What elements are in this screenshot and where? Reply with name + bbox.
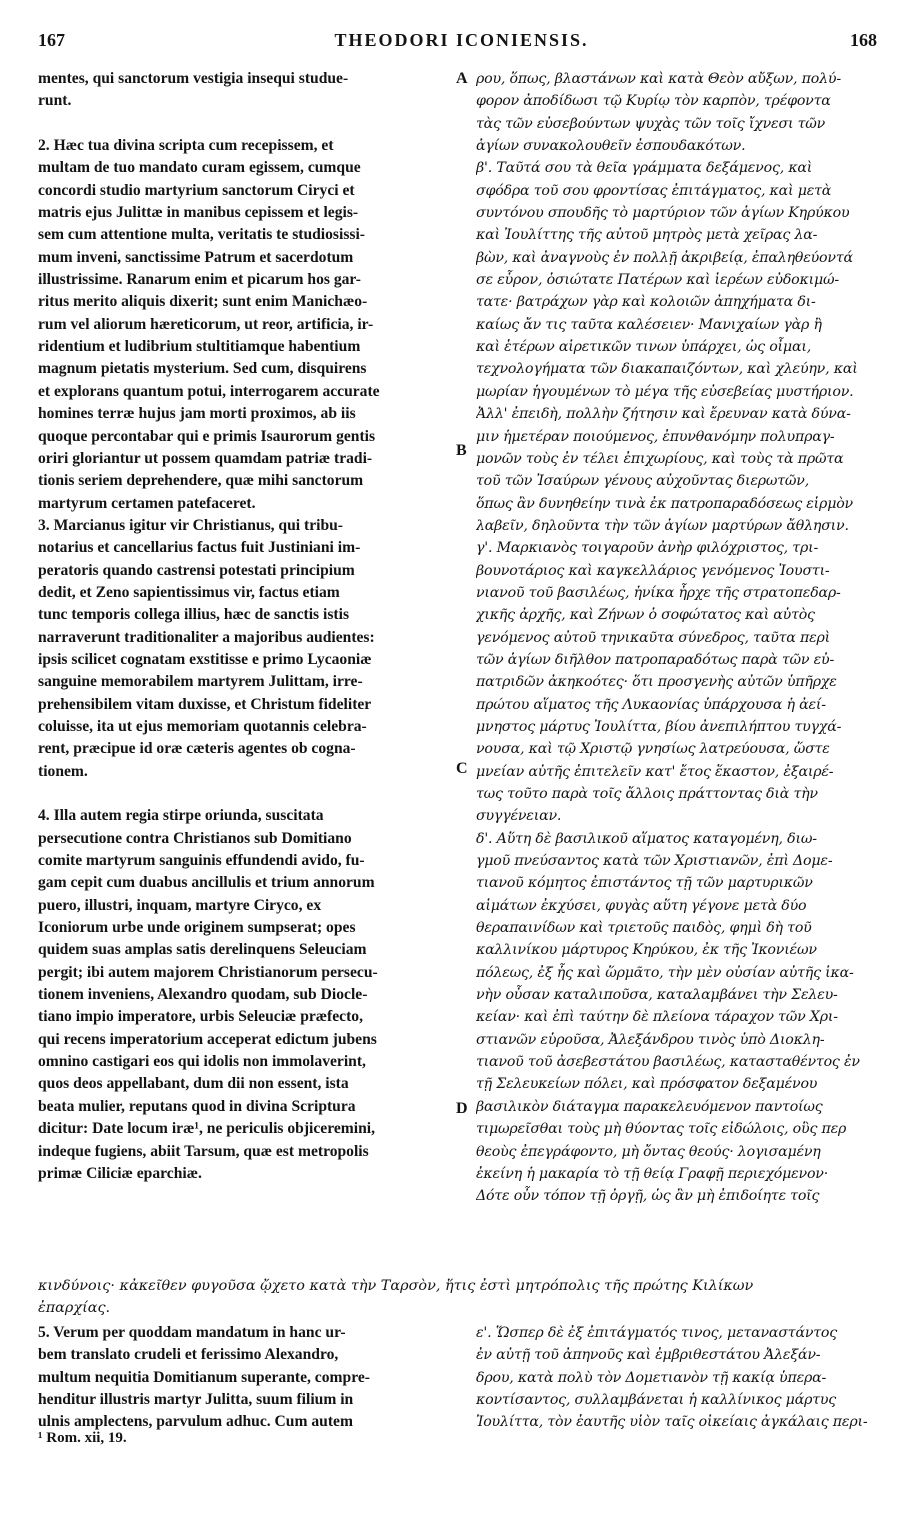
latin-text-line: qui recens imperatorium acceperat edictum jubens xyxy=(38,1030,377,1048)
greek-text-line: συγγένειαν. xyxy=(476,808,562,825)
latin-text-line: peratoris quando castrensi potestati principium xyxy=(38,561,355,579)
right-page-number: 168 xyxy=(850,30,877,50)
latin-text-line: omnino castigari eos qui idolis non immolaverint, xyxy=(38,1053,366,1071)
greek-text-line: κείαν· καὶ ἐπὶ ταύτην δὲ πλείονα τάραχον τῶν Χρι- xyxy=(476,1009,838,1026)
greek-text-line: πόλεως, ἐξ ἧς καὶ ὥρμᾶτο, τὴν μὲν οὐσίαν αὐτῆς ἱκα- xyxy=(476,964,854,981)
greek-text-line: τατε· βατράχων γὰρ καὶ κολοιῶν ἀπηχήματα δι- xyxy=(476,294,816,311)
latin-text-line: martyrum certamen patefaceret. xyxy=(38,494,256,512)
latin-text-line: tionis seriem deprehendere, quæ mihi sanctorum xyxy=(38,472,364,490)
greek-text-line: τως τοῦτο παρὰ τοῖς ἄλλοις πράττοντας διὰ τὴν xyxy=(476,786,818,802)
latin-text-line: quidem suas amplas satis derelinquens Seleuciam xyxy=(38,941,367,959)
greek-text-line: πατριδῶν ἀκηκοότες· ὅτι προσγενὴς αὐτῶν ὑπῆρχε xyxy=(476,674,837,691)
greek-text-line: δρου, κατὰ πολὺ τὸν Δομετιανὸν τῇ κακίᾳ ὑπερα- xyxy=(476,1369,827,1386)
latin-text-line: sem cum attentione multa, veritatis te studiosissi- xyxy=(38,226,365,244)
latin-column xyxy=(38,68,456,1185)
greek-text-line: τιμωρεῖσθαι τοὺς μὴ θύοντας τοῖς εἰδώλοις, οὓς περ xyxy=(476,1121,847,1138)
greek-text-line: καὶ ἑτέρων αἱρετικῶν τινων ὑπάρχει, ὡς οἶμαι, xyxy=(476,339,811,356)
latin-text-line xyxy=(38,113,456,135)
latin-text-line: homines terræ hujus jam morti proximos, ab iis xyxy=(38,405,356,423)
greek-text-line: νὴν οὖσαν καταλιποῦσα, καταλαμβάνει τὴν Σελευ- xyxy=(476,987,838,1004)
greek-text-line: καλλινίκου μάρτυρος Κηρύκου, ἐκ τῆς Ἰκονιέων xyxy=(476,942,817,959)
latin-text-line: magnum pietatis mysterium. Sed cum, disquirens xyxy=(38,360,367,378)
latin-text-line: quos deos appellabant, dum dii non essent, ista xyxy=(38,1075,349,1093)
greek-text-line: τῇ Σελευκείων πόλει, καὶ πρόσφατον δεξαμένου xyxy=(476,1076,818,1093)
latin-text-line: mentes, qui sanctorum vestigia insequi studue- xyxy=(38,70,349,87)
latin-text-line: multam de tuo mandato curam egissem, cumque xyxy=(38,159,361,177)
greek-text-line: ἁγίων συνακολουθεῖν ἐσπουδακότων. xyxy=(476,138,746,155)
greek-text-line: ἐν αὐτῇ τοῦ ἀπηνοῦς καὶ ἐμβριθεστάτου Ἀλεξάν- xyxy=(476,1347,821,1364)
latin-text-line: comite martyrum sanguinis effundendi avido, fu- xyxy=(38,852,365,870)
latin-text-line: quoque percontabar qui e primis Isaurorum gentis xyxy=(38,427,376,445)
latin-text-line: ridentium et ludibrium stultitiamque habentium xyxy=(38,338,361,356)
greek-text-line: ὅπως ἂν δυνηθείην τινὰ ἐκ πατροπαραδόσεως εἱρμὸν xyxy=(476,495,853,512)
latin-text-line: 2. Hæc tua divina scripta cum recepissem, et xyxy=(38,137,334,155)
greek-text-line: στιανῶν εὑροῦσα, Ἀλεξάνδρου τινὸς ὑπὸ Διοκλη- xyxy=(476,1031,825,1048)
latin-text-line: multum nequitia Domitianum superante, compre- xyxy=(38,1368,370,1386)
greek-text-line: Δότε οὖν τόπον τῇ ὀργῇ, ὡς ἂν μὴ ἐπιδοίητε τοῖς xyxy=(476,1188,820,1205)
latin-text-line: sanguine memorabilem martyrem Julittam, irre- xyxy=(38,673,363,691)
latin-text-line: illustrissime. Ranarum enim et picarum hos gar- xyxy=(38,271,361,289)
latin-text-line: ritus merito aliquis dixerit; sunt enim Manichæo- xyxy=(38,293,368,311)
greek-spanning-line-end: ἐπαρχίας. xyxy=(38,1300,111,1316)
latin-column-bottom xyxy=(38,1322,456,1434)
latin-text-line: 5. Verum per quoddam mandatum in hanc ur- xyxy=(38,1324,346,1341)
latin-text-line: gam cepit cum duabus ancillulis et trium annorum xyxy=(38,874,375,892)
greek-text-line: μωρίαν ἡγουμένων τὸ μέγα τῆς εὐσεβείας μυστήριον. xyxy=(476,383,854,400)
greek-text-line: βὼν, καὶ ἀναγνοὺς ἐν πολλῇ ἀκριβείᾳ, ἐπαληθεύοντά xyxy=(476,249,853,266)
greek-text-line: τῶν ἁγίων διῆλθον πατροπαραδότως παρὰ τῶν εὐ- xyxy=(476,651,835,668)
greek-text-line: συντόνου σπουδῆς τὸ μαρτύριον τῶν ἁγίων Κηρύκου xyxy=(476,205,850,222)
latin-text-line: rent, præcipue id oræ cæteris agentes ob cogna- xyxy=(38,740,356,758)
latin-text-line: tionem. xyxy=(38,762,88,780)
greek-text-line: τιανοῦ κόμητος ἐπιστάντος τῇ τῶν μαρτυρικῶν xyxy=(476,875,813,892)
greek-column xyxy=(476,68,880,1208)
latin-text-line: bem translato crudeli et ferissimo Alexandro, xyxy=(38,1346,339,1364)
greek-text-line: πρώτου αἵματος τῆς Λυκαονίας ὑπάρχουσα ἡ ἀεί- xyxy=(476,696,826,713)
latin-text-line: dicitur: Date locum iræ¹, ne periculis objiceremini, xyxy=(38,1120,375,1138)
greek-text-line: βασιλικὸν διάταγμα παρακελευόμενον παντοίως xyxy=(476,1098,823,1115)
latin-text-line: matris ejus Julittæ in manibus cepissem et legis- xyxy=(38,204,359,222)
greek-column-bottom xyxy=(476,1322,880,1434)
latin-text-line: coluisse, ita ut ejus memoriam quotannis celebra- xyxy=(38,717,367,735)
greek-text-line: γενόμενος αὐτοῦ τηνικαῦτα σύνεδρος, ταῦτα περὶ xyxy=(476,629,831,646)
footnote: ¹ Rom. xii, 19. xyxy=(38,1430,127,1446)
latin-text-line: 4. Illa autem regia stirpe oriunda, suscitata xyxy=(38,807,324,825)
section-marker-d: D xyxy=(456,1100,468,1117)
greek-text-line: Ἰουλίττα, τὸν ἑαυτῆς υἱὸν ταῖς οἰκείαις ἀγκάλαις περι- xyxy=(476,1414,868,1431)
greek-text-line: μνηστος μάρτυς Ἰουλίττα, βίου ἀνεπιλήπτου τυγχά- xyxy=(476,718,842,735)
greek-text-line: καίως ἄν τις ταῦτα καλέσειεν· Μανιχαίων γὰρ ἢ xyxy=(476,316,822,333)
latin-text-line: notarius et cancellarius factus fuit Justiniani im- xyxy=(38,539,361,557)
greek-text-line: σφόδρα τοῦ σου φροντίσας ἐπιτάγματος, καὶ μετὰ xyxy=(476,182,832,199)
latin-text-line: dedit, et Zeno sapientissimus vir, factus etiam xyxy=(38,583,340,601)
latin-text-line: tunc temporis collega illius, hæc de sanctis istis xyxy=(38,606,350,624)
latin-text-line: mum inveni, sanctissime Patrum et sacerdotum xyxy=(38,248,354,266)
greek-text-line: ρου, ὅπως, βλαστάνων καὶ κατὰ Θεὸν αὔξων, πολύ- xyxy=(476,71,841,87)
greek-text-line: τεχνολογήματα τῶν διακαπαιζόντων, καὶ χλεύην, καὶ xyxy=(476,361,858,378)
greek-text-line: σε εὗρον, ὁσιώτατε Πατέρων καὶ ἱερέων εὐδοκιμώ- xyxy=(476,272,839,289)
greek-text-line: θεραπαινίδων καὶ τριετοῦς παιδὸς, φημὶ δὴ τοῦ xyxy=(476,920,812,937)
greek-text-line: τὰς τῶν εὐσεβούντων ψυχὰς τῶν τοῖς ἴχνεσι τῶν xyxy=(476,115,826,132)
latin-text-line: narraverunt traditionaliter a majoribus audientes: xyxy=(38,628,375,646)
latin-text-line: ulnis amplectens, parvulum adhuc. Cum autem xyxy=(38,1413,353,1431)
latin-text-line: oriri gloriantur ut possem quamdam patriæ tradi- xyxy=(38,449,373,467)
greek-text-line: μονῶν τοὺς ἐν τέλει ἐπιχωρίους, καὶ τοὺς τὰ πρῶτα xyxy=(476,450,844,467)
greek-text-line: γ'. Μαρκιανὸς τοιγαροῦν ἀνὴρ φιλόχριστος, τρι- xyxy=(476,540,819,557)
latin-text-line: prehensibilem vitam duxisse, et Christum fideliter xyxy=(38,695,372,713)
latin-text-line: concordi studio martyrium sanctorum Ciryci et xyxy=(38,181,355,199)
latin-text-line: 3. Marcianus igitur vir Christianus, qui tribu- xyxy=(38,516,343,534)
greek-text-line: φορον ἀποδίδωσι τῷ Κυρίῳ τὸν καρπὸν, τρέφοντα xyxy=(476,93,831,110)
latin-text-line: tionem inveniens, Alexandro quodam, sub Diocle- xyxy=(38,986,368,1004)
latin-text-line xyxy=(38,783,456,805)
latin-text-line: indeque fugiens, abiit Tarsum, quæ est metropolis xyxy=(38,1142,369,1160)
greek-text-line: μνείαν αὐτῆς ἐπιτελεῖν κατ' ἔτος ἕκαστον, ἐξαιρέ- xyxy=(476,763,834,780)
section-marker-b: B xyxy=(456,442,467,459)
greek-spanning-line: κινδύνοις· κἀκεῖθεν φυγοῦσα ᾤχετο κατὰ τὴν Ταρσὸν, ἥτις ἐστὶ μητρόπολις τῆς πρώτης Κιλίκων xyxy=(38,1278,754,1294)
latin-text-line: tiano impio imperatore, urbis Seleuciæ præfecto, xyxy=(38,1008,363,1026)
left-page-number: 167 xyxy=(38,30,65,50)
greek-text-line: χικῆς ἀρχῆς, καὶ Ζήνων ὁ σοφώτατος καὶ αὐτὸς xyxy=(476,607,815,624)
greek-text-line: νουσα, καὶ τῷ Χριστῷ γνησίως λατρεύουσα, ὥστε xyxy=(476,741,830,758)
greek-text-line: τοῦ τῶν Ἰσαύρων γένους αὐχοῦντας διερωτῶν, xyxy=(476,473,810,490)
greek-text-line: θεοὺς ἐπεγράφοντο, μὴ ὄντας θεούς· λογισαμένη xyxy=(476,1143,821,1160)
latin-text-line: rum vel aliorum hæreticorum, ut reor, artificia, ir- xyxy=(38,315,374,333)
latin-text-line: primæ Ciliciæ eparchiæ. xyxy=(38,1164,202,1182)
latin-text-line: henditur illustris martyr Julitta, suum filium in xyxy=(38,1391,354,1409)
latin-text-line: beata mulier, reputans quod in divina Scriptura xyxy=(38,1097,356,1115)
section-marker-a: A xyxy=(456,70,468,87)
latin-text-line: persecutione contra Christianos sub Domitiano xyxy=(38,829,352,847)
greek-text-line: βουνοτάριος καὶ καγκελλάριος γενόμενος Ἰουστι- xyxy=(476,562,830,579)
greek-text-line: λαβεῖν, δηλοῦντα τὴν τῶν ἁγίων μαρτύρων ἄθλησιν. xyxy=(476,517,849,534)
greek-text-line: κοντίσαντος, συλλαμβάνεται ἡ καλλίνικος μάρτυς xyxy=(476,1392,837,1409)
section-marker-c: C xyxy=(456,760,468,777)
greek-text-line: μιν ἡμετέραν ποιούμενος, ἐπυνθανόμην πολυπραγ- xyxy=(476,428,835,445)
latin-text-line: pergit; ibi autem majorem Christianorum persecu- xyxy=(38,963,378,981)
greek-text-line: γμοῦ πνεύσαντος κατὰ τῶν Χριστιανῶν, ἐπὶ Δομε- xyxy=(476,853,833,870)
greek-text-line: ἐκείνη ἡ μακαρία τὸ τῇ θείᾳ Γραφῇ περιεχόμενον· xyxy=(476,1165,829,1182)
running-title: THEODORI ICONIENSIS. xyxy=(334,30,589,50)
greek-text-line: καὶ Ἰουλίττης τῆς αὐτοῦ μητρὸς μετὰ χεῖρας λα- xyxy=(476,227,818,244)
latin-text-line: runt. xyxy=(38,92,72,110)
greek-text-line: αἱμάτων ἐκχύσει, φυγὰς αὕτη γέγονε μετὰ δύο xyxy=(476,897,807,914)
greek-text-line: νιανοῦ τοῦ βασιλέως, ἡνίκα ἦρχε τῆς στρατοπεδαρ- xyxy=(476,584,841,601)
greek-text-line: Ἀλλ' ἐπειδὴ, πολλὴν ζήτησιν καὶ ἔρευναν κατὰ δύνα- xyxy=(476,406,851,423)
greek-text-line: τιανοῦ τοῦ ἀσεβεστάτου βασιλέως, κατασταθέντος ἐν xyxy=(476,1054,860,1071)
greek-text-line: δ'. Αὕτη δὲ βασιλικοῦ αἵματος καταγομένη, διω- xyxy=(476,830,817,847)
latin-text-line: Iconiorum urbe unde originem sumpserat; opes xyxy=(38,919,356,937)
latin-text-line: ipsis scilicet cognatam exstitisse e primo Lycaoniæ xyxy=(38,650,372,668)
latin-text-line: et explorans quantum potui, interrogarem accurate xyxy=(38,382,380,400)
latin-text-line: puero, illustri, inquam, martyre Ciryco, ex xyxy=(38,896,322,914)
greek-text-line: β'. Ταῦτά σου τὰ θεῖα γράμματα δεξάμενος, καὶ xyxy=(476,160,813,177)
greek-text-line: ε'. Ὥσπερ δὲ ἐξ ἐπιτάγματός τινος, μεταναστάντος xyxy=(476,1325,837,1341)
